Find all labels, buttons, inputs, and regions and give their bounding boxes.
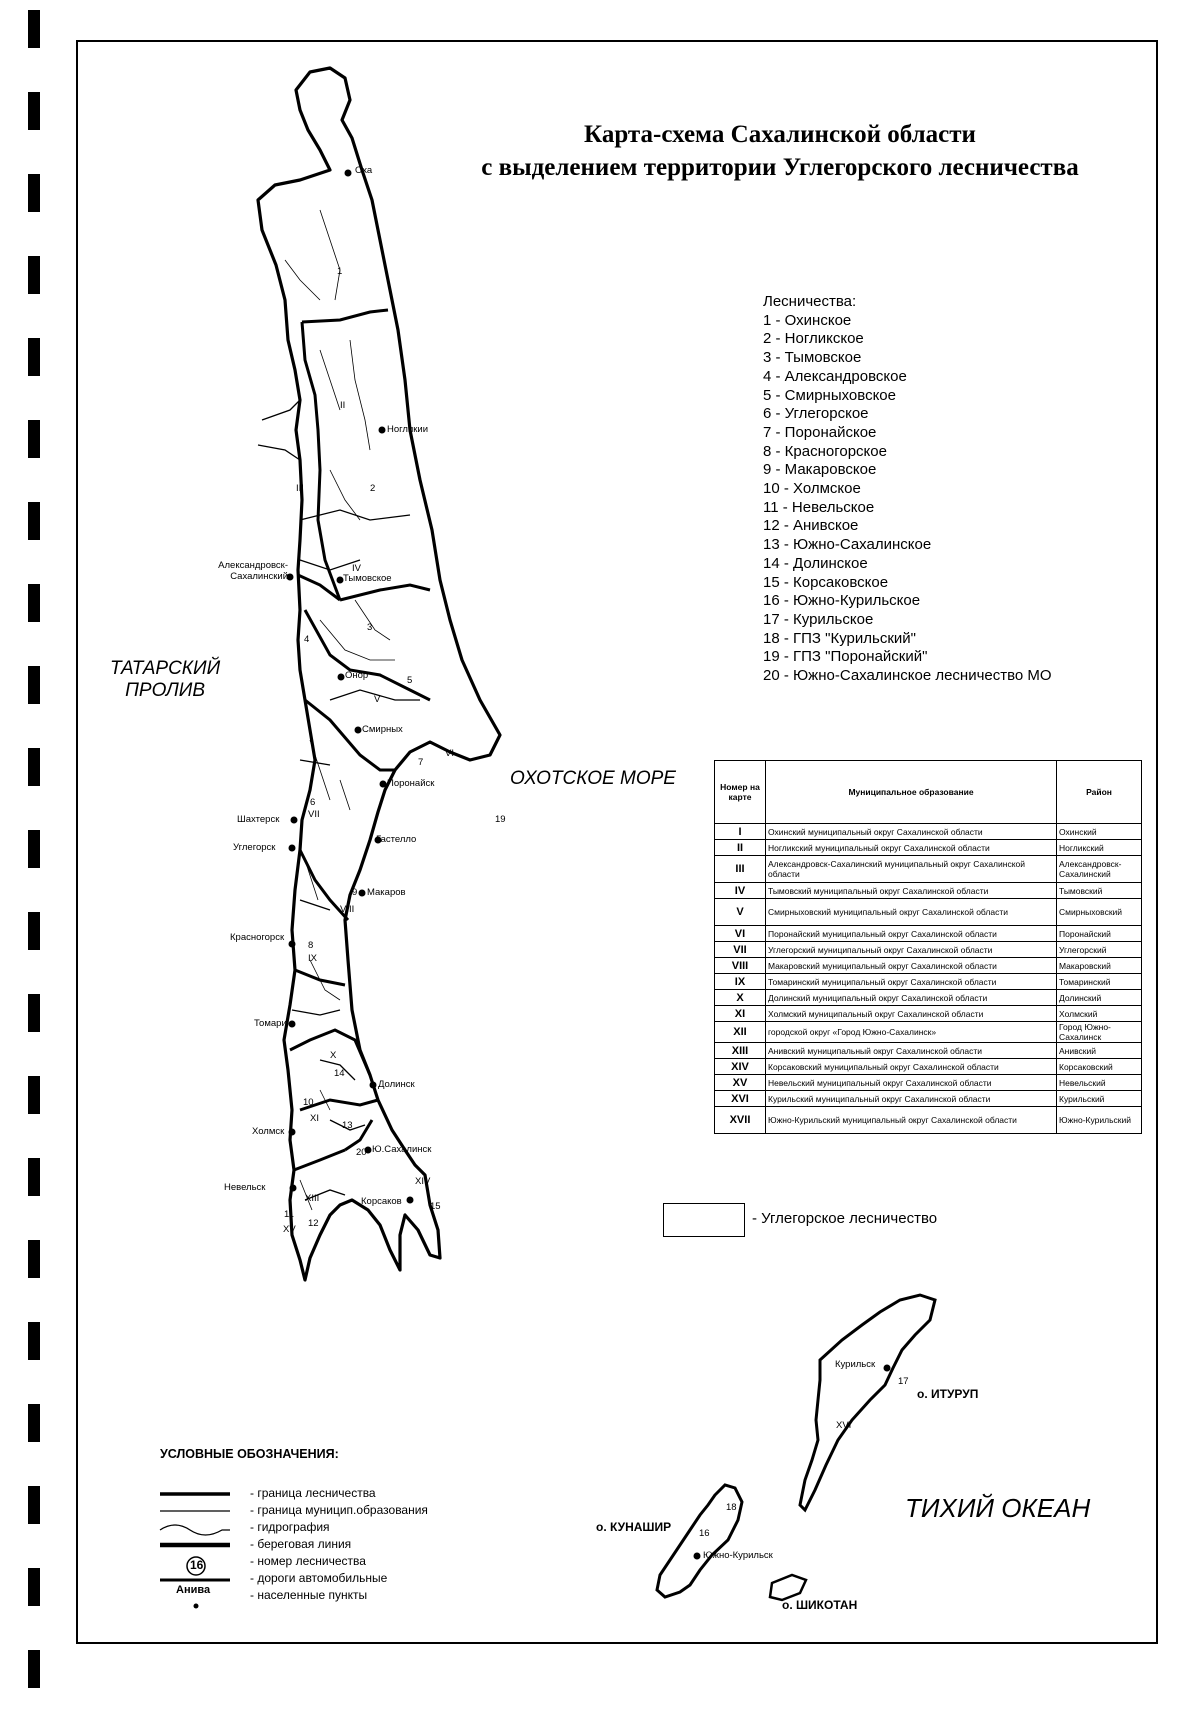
region-VIII: VIII [340, 904, 355, 915]
shikotan-coastline [770, 1575, 806, 1600]
table-row [715, 1107, 1142, 1134]
region-VI: VI [445, 748, 454, 759]
region-XI: XI [310, 1113, 319, 1124]
row-number: I [715, 824, 766, 840]
table-body [715, 824, 1142, 1134]
row-district: Поронайский [1057, 926, 1142, 942]
forestry-num-8: 8 [308, 940, 314, 951]
region-XIV: XIV [415, 1176, 431, 1187]
row-district: Макаровский [1057, 958, 1142, 974]
region-III: III [296, 483, 304, 494]
row-number: XVI [715, 1091, 766, 1107]
row-number: III [715, 856, 766, 883]
forestry-num-14: 14 [334, 1068, 345, 1079]
label-aleksandrovsk-line1: Александровск- [218, 560, 288, 571]
region-IV: IV [352, 563, 361, 574]
row-district: Тымовский [1057, 883, 1142, 899]
label-kurilsk: Курильск [835, 1359, 876, 1370]
label-dolinsk: Долинск [378, 1079, 415, 1090]
forestry-num-7: 7 [418, 757, 424, 768]
label-yuzhno-sakhalinsk: Ю.Сахалинск [372, 1144, 432, 1155]
forestry-num-9: 9 [352, 887, 358, 898]
row-municipality: Корсаковский муниципальный округ Сахалинской области [766, 1059, 1057, 1075]
region-XIII: XIII [305, 1193, 320, 1204]
table-row [715, 856, 1142, 883]
forestry-num-19: 19 [495, 814, 506, 825]
row-number: II [715, 840, 766, 856]
table-row [715, 942, 1142, 958]
col-header-district: Район [1057, 761, 1142, 824]
row-district: Невельский [1057, 1075, 1142, 1091]
row-number: IV [715, 883, 766, 899]
row-municipality: Томаринский муниципальный округ Сахалинской области [766, 974, 1057, 990]
label-makarov: Макаров [367, 887, 406, 898]
col-header-municipality: Муниципальное образование [766, 761, 1057, 824]
label-pacific-ocean: ТИХИЙ ОКЕАН [905, 1493, 1091, 1523]
row-number: XIV [715, 1059, 766, 1075]
row-number: XII [715, 1022, 766, 1043]
label-poronaysk: Поронайск [387, 778, 435, 789]
forestry-num-18: 18 [726, 1502, 737, 1513]
uglegorsk-highlight-label: - Углегорское лесничество [752, 1210, 938, 1227]
row-municipality: Тымовский муниципальный округ Сахалинской области [766, 883, 1057, 899]
region-IX: IX [308, 953, 317, 964]
table-row [715, 974, 1142, 990]
legend-item: - граница муницип.образования [250, 1503, 428, 1517]
table-row [715, 899, 1142, 926]
label-shikotan: о. ШИКОТАН [782, 1598, 858, 1612]
row-number: X [715, 990, 766, 1006]
label-korsakov: Корсаков [361, 1196, 402, 1207]
forestry-item: 18 - ГПЗ "Курильский" [763, 629, 916, 647]
forestry-list [763, 293, 1052, 686]
forestry-item: 1 - Охинское [763, 311, 852, 329]
row-number: V [715, 899, 766, 926]
row-district: Смирныховский [1057, 899, 1142, 926]
row-municipality: городской округ «Город Южно-Сахалинск» [766, 1022, 1057, 1043]
table-row [715, 1075, 1142, 1091]
row-municipality: Невельский муниципальный округ Сахалинской области [766, 1075, 1057, 1091]
row-district: Город Южно-Сахалинск [1057, 1022, 1142, 1043]
forestry-item: 16 - Южно-Курильское [763, 592, 921, 610]
table-row [715, 990, 1142, 1006]
legend-item: - дороги автомобильные [250, 1571, 388, 1585]
forestry-item: 15 - Корсаковское [763, 573, 889, 591]
row-district: Углегорский [1057, 942, 1142, 958]
row-district: Долинский [1057, 990, 1142, 1006]
forestry-item: 7 - Поронайское [763, 423, 877, 441]
forestry-num-20: 20 [356, 1147, 367, 1158]
forestry-item: 9 - Макаровское [763, 461, 877, 479]
forestry-item: 11 - Невельское [763, 498, 875, 516]
legend-item: - береговая линия [250, 1537, 352, 1551]
forestry-item: 17 - Курильское [763, 610, 874, 628]
table-row [715, 1043, 1142, 1059]
forestry-num-6: 6 [310, 797, 316, 808]
row-municipality: Смирныховский муниципальный округ Сахалинской области [766, 899, 1057, 926]
label-shakhtersk: Шахтерск [237, 814, 280, 825]
row-district: Ногликский [1057, 840, 1142, 856]
row-municipality: Курильский муниципальный округ Сахалинской области [766, 1091, 1057, 1107]
forestry-num-12: 12 [308, 1218, 319, 1229]
label-tatar-strait-line2: ПРОЛИВ [125, 680, 206, 701]
forestry-item: 20 - Южно-Сахалинское лесничество МО [763, 667, 1052, 685]
row-municipality: Анивский муниципальный округ Сахалинской области [766, 1043, 1057, 1059]
label-aleksandrovsk [208, 560, 288, 582]
row-municipality: Углегорский муниципальный округ Сахалинской области [766, 942, 1057, 958]
label-nevelsk: Невельск [224, 1182, 266, 1193]
row-municipality: Охинский муниципальный округ Сахалинской области [766, 824, 1057, 840]
forestry-list-heading: Лесничества: [763, 293, 857, 310]
forestry-item: 8 - Красногорское [763, 442, 887, 460]
legend-item: - населенные пункты [250, 1588, 368, 1602]
uglegorsk-highlight-swatch [663, 1203, 745, 1237]
legend-item: - гидрография [250, 1520, 330, 1534]
table-row [715, 958, 1142, 974]
row-number: VII [715, 942, 766, 958]
forestry-item: 14 - Долинское [763, 554, 868, 572]
row-district: Охинский [1057, 824, 1142, 840]
label-gastello: Гастелло [376, 834, 417, 845]
region-II: II [340, 400, 346, 411]
label-smirnykh: Смирных [362, 724, 403, 735]
forestry-item: 10 - Холмское [763, 480, 861, 498]
forestry-num-3: 3 [367, 622, 373, 633]
row-number: XIII [715, 1043, 766, 1059]
row-district: Александровск-Сахалинский [1057, 856, 1142, 883]
region-XV: XV [283, 1224, 296, 1235]
row-district: Томаринский [1057, 974, 1142, 990]
row-district: Южно-Курильский [1057, 1107, 1142, 1134]
row-municipality: Долинский муниципальный округ Сахалинской области [766, 990, 1057, 1006]
label-nogliki: Ногликии [387, 424, 429, 435]
forestry-item: 5 - Смирныховское [763, 386, 896, 404]
label-kholmsk: Холмск [252, 1126, 285, 1137]
label-krasnogorsk: Красногорск [230, 932, 285, 943]
legend-title: УСЛОВНЫЕ ОБОЗНАЧЕНИЯ: [160, 1447, 339, 1461]
label-tymovskoe: Тымовское [343, 573, 392, 584]
region-VII: VII [308, 809, 320, 820]
forestry-item: 3 - Тымовское [763, 349, 862, 367]
hydrography [285, 210, 395, 1210]
table-row [715, 1022, 1142, 1043]
forestry-num-11: 11 [284, 1209, 294, 1220]
row-municipality: Александровск-Сахалинский муниципальный округ Сахалинской области [766, 856, 1057, 883]
forestry-num-13: 13 [342, 1120, 353, 1131]
row-district: Анивский [1057, 1043, 1142, 1059]
row-number: XI [715, 1006, 766, 1022]
table-row [715, 1006, 1142, 1022]
row-municipality: Холмский муниципальный округ Сахалинской области [766, 1006, 1057, 1022]
forestry-item: 6 - Углегорское [763, 405, 869, 423]
row-number: IX [715, 974, 766, 990]
label-uglegorsk: Углегорск [233, 842, 276, 853]
region-XVI: XVI [836, 1420, 852, 1431]
region-V: V [374, 694, 381, 705]
forestry-num-17: 17 [898, 1376, 909, 1387]
table-row [715, 883, 1142, 899]
forestry-num-1: 1 [337, 266, 343, 277]
row-number: VIII [715, 958, 766, 974]
forestry-num-2: 2 [370, 483, 376, 494]
forestry-num-5: 5 [407, 675, 413, 686]
label-okha: Оха [355, 165, 373, 176]
label-kunashir: о. КУНАШИР [596, 1520, 672, 1534]
legend-item: - граница лесничества [250, 1486, 376, 1500]
region-X: X [330, 1050, 337, 1061]
forestry-item: 12 - Анивское [763, 517, 859, 535]
row-district: Холмский [1057, 1006, 1142, 1022]
forestry-num-4: 4 [304, 634, 310, 645]
label-yuzhno-kurilsk: Южно-Курильск [703, 1550, 773, 1561]
iturup-coastline [800, 1295, 935, 1510]
legend-item: - номер лесничества [250, 1554, 366, 1568]
table-row [715, 824, 1142, 840]
row-municipality: Макаровский муниципальный округ Сахалинской области [766, 958, 1057, 974]
table-row [715, 1059, 1142, 1075]
forestry-item: 19 - ГПЗ "Поронайский" [763, 648, 928, 666]
label-tatar-strait [110, 658, 220, 702]
label-iturup: о. ИТУРУП [917, 1387, 979, 1401]
forestry-item: 4 - Александровское [763, 367, 907, 385]
label-aleksandrovsk-line2: Сахалинский [230, 571, 288, 582]
forestry-num-15: 15 [430, 1201, 441, 1212]
row-number: VI [715, 926, 766, 942]
row-municipality: Поронайский муниципальный округ Сахалинской области [766, 926, 1057, 942]
table-row [715, 1091, 1142, 1107]
row-number: XV [715, 1075, 766, 1091]
row-district: Курильский [1057, 1091, 1142, 1107]
municipal-table [714, 760, 1142, 1134]
forestry-item: 13 - Южно-Сахалинское [763, 536, 932, 554]
table-row [715, 926, 1142, 942]
title-line-2: с выделением территории Углегорского лесничества [481, 154, 1079, 181]
legend-sample-number: 16 [190, 1558, 204, 1572]
table-header-row [715, 761, 1142, 824]
forestry-num-16: 16 [699, 1528, 710, 1539]
col-header-number: Номер на карте [715, 761, 766, 824]
row-municipality: Южно-Курильский муниципальный округ Сахалинской области [766, 1107, 1057, 1134]
table-row [715, 840, 1142, 856]
row-number: XVII [715, 1107, 766, 1134]
legend-sample-settlement: Анива [176, 1584, 211, 1596]
row-district: Корсаковский [1057, 1059, 1142, 1075]
label-tatar-strait-line1: ТАТАРСКИЙ [110, 658, 221, 679]
label-onor: Онор [345, 670, 369, 681]
forestry-item: 2 - Ногликское [763, 330, 864, 348]
row-municipality: Ногликский муниципальный округ Сахалинской области [766, 840, 1057, 856]
forestry-num-10: 10 [303, 1097, 314, 1108]
label-tomari: Томари [254, 1018, 287, 1029]
label-okhotsk-sea: ОХОТСКОЕ МОРЕ [510, 768, 676, 789]
title-line-1: Карта-схема Сахалинской области [584, 121, 976, 148]
